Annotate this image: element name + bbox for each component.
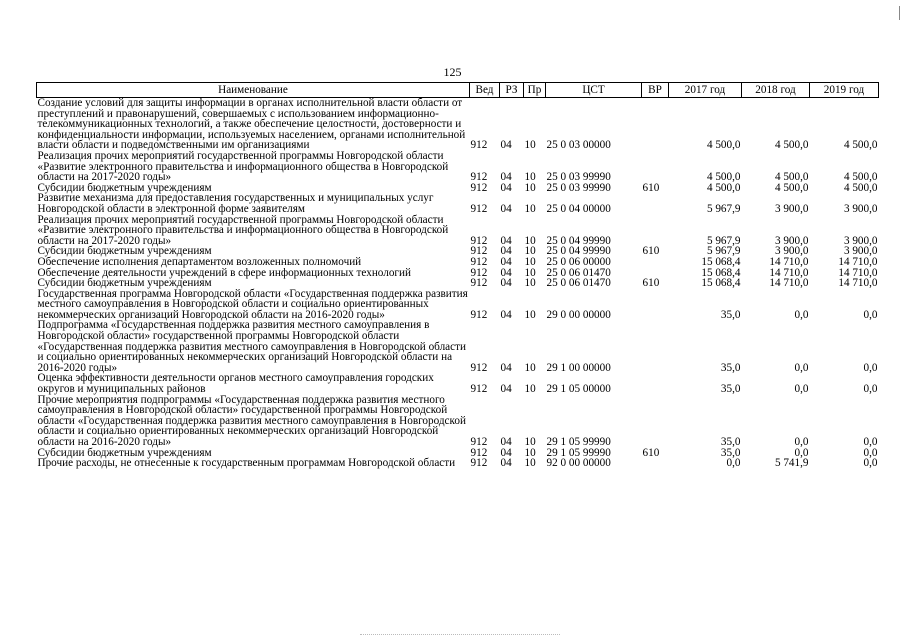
row-name: Государственная программа Новгородской области «Государственная поддержка развития местного самоуправления в Новгородской области и социально ориентированных некоммерческих организаций Новгородской области на 2016-2020 годы» xyxy=(37,287,468,321)
row-pr: 10 xyxy=(524,255,536,268)
row-2018: 14 710,0 xyxy=(769,277,809,290)
margin-line xyxy=(899,6,900,20)
row-ved: 912 xyxy=(470,234,488,247)
table-row xyxy=(37,193,879,214)
row-rz: 04 xyxy=(500,383,512,396)
row-ved: 912 xyxy=(470,181,488,194)
row-pr: 10 xyxy=(524,446,536,459)
row-ved: 912 xyxy=(470,308,488,321)
row-2018: 14 710,0 xyxy=(769,266,809,279)
row-2017: 35,0 xyxy=(720,361,741,374)
row-2018: 4 500,0 xyxy=(774,181,809,194)
row-pr: 10 xyxy=(524,308,536,321)
row-ved: 912 xyxy=(470,436,488,448)
row-2017: 35,0 xyxy=(720,383,741,396)
row-rz: 04 xyxy=(500,255,512,268)
row-2017: 5 967,9 xyxy=(706,245,741,258)
row-2018: 0,0 xyxy=(794,308,809,321)
header-rz: РЗ xyxy=(500,83,524,98)
row-name: Субсидии бюджетным учреждениям xyxy=(37,245,212,258)
row-cst: 29 1 05 99990 xyxy=(546,436,611,448)
row-name: Прочие расходы, не отнесенные к государственным программам Новгородской области xyxy=(37,457,456,470)
table-row xyxy=(37,395,879,448)
row-rz: 04 xyxy=(500,202,512,215)
row-2018: 3 900,0 xyxy=(774,234,809,247)
row-cst: 29 1 05 00000 xyxy=(546,383,611,396)
row-vr: 610 xyxy=(642,181,660,194)
header-2019: 2019 год xyxy=(810,83,879,98)
row-2018: 0,0 xyxy=(794,383,809,396)
table-row xyxy=(37,320,879,373)
row-name: Оценка эффективности деятельности органов местного самоуправления городских округов и муниципальных районов xyxy=(37,372,434,396)
row-ved: 912 xyxy=(470,245,488,258)
row-2019: 0,0 xyxy=(863,361,878,374)
row-rz: 04 xyxy=(500,446,512,459)
row-pr: 10 xyxy=(524,139,536,152)
row-ved: 912 xyxy=(470,361,488,374)
row-2018: 14 710,0 xyxy=(769,255,809,268)
header-vr: ВР xyxy=(642,83,669,98)
row-ved: 912 xyxy=(470,383,488,396)
row-cst: 29 1 05 99990 xyxy=(546,446,611,459)
row-pr: 10 xyxy=(524,457,536,470)
row-2019: 3 900,0 xyxy=(843,245,878,258)
row-rz: 04 xyxy=(500,308,512,321)
row-cst: 25 0 03 99990 xyxy=(546,181,611,194)
row-2019: 0,0 xyxy=(863,383,878,396)
row-2017: 4 500,0 xyxy=(706,171,741,184)
row-cst: 25 0 06 01470 xyxy=(546,266,611,279)
row-name: Обеспечение исполнения департаментом возложенных полномочий xyxy=(37,255,362,268)
row-rz: 04 xyxy=(500,361,512,374)
header-name: Наименование xyxy=(37,83,470,98)
row-ved: 912 xyxy=(470,202,488,215)
row-2018: 0,0 xyxy=(794,436,809,448)
row-2018: 0,0 xyxy=(794,446,809,459)
row-2019: 4 500,0 xyxy=(843,139,878,152)
row-vr xyxy=(642,458,669,469)
row-vr xyxy=(642,98,669,151)
row-name: Подпрограмма «Государственная поддержка развития местного самоуправления в Новгородской области» государственной программы Новгородской области «Государственная поддержка развития местного самоуправления в Новгородской области и социально ориентированных некоммерческих организаций Новгородской области на 2016-2020 годы» xyxy=(37,319,466,374)
row-vr: 610 xyxy=(642,446,660,459)
row-pr: 10 xyxy=(524,383,536,396)
row-2019: 3 900,0 xyxy=(843,234,878,247)
row-rz: 04 xyxy=(500,245,512,258)
row-pr: 10 xyxy=(524,266,536,279)
row-2017: 35,0 xyxy=(720,308,741,321)
row-name: Реализация прочих мероприятий государственной программы Новгородской области «Развитие электронного правительства и информационного общества в Новгородской области на 2017-2020 годы» xyxy=(37,213,449,247)
bottom-scan-marks xyxy=(360,634,560,639)
row-cst: 25 0 04 99990 xyxy=(546,234,611,247)
row-pr: 10 xyxy=(524,245,536,258)
row-2019: 14 710,0 xyxy=(838,255,878,268)
row-name: Развитие механизма для предоставления государственных и муниципальных услуг Новгородской области в электронной форме заявителям xyxy=(37,192,434,215)
row-2017: 5 967,9 xyxy=(706,202,741,215)
table-row xyxy=(37,289,879,321)
row-cst: 25 0 04 99990 xyxy=(546,245,611,258)
row-ved: 912 xyxy=(470,446,488,459)
row-name: Субсидии бюджетным учреждениям xyxy=(37,446,212,459)
row-2019: 14 710,0 xyxy=(838,277,878,290)
table-row xyxy=(37,458,879,469)
table-body xyxy=(37,98,879,469)
row-vr xyxy=(642,320,669,373)
header-2017: 2017 год xyxy=(669,83,742,98)
row-2017: 4 500,0 xyxy=(706,139,741,152)
row-pr: 10 xyxy=(524,361,536,374)
row-pr: 10 xyxy=(524,436,536,448)
row-2019: 0,0 xyxy=(863,446,878,459)
row-name: Прочие мероприятия подпрограммы «Государственная поддержка развития местного самоуправления в Новгородской области» государственной программы Новгородской области «Государственная поддержка развития местного самоуправления в Новгородской области и социально ориентированных некоммерческих организаций Новгородской области на 2016-2020 годы» xyxy=(37,393,466,448)
row-cst: 25 0 06 00000 xyxy=(546,255,611,268)
row-pr: 10 xyxy=(524,277,536,290)
row-ved: 912 xyxy=(470,255,488,268)
row-2018: 0,0 xyxy=(794,361,809,374)
table-row xyxy=(37,373,879,394)
row-rz: 04 xyxy=(500,277,512,290)
row-2019: 14 710,0 xyxy=(838,266,878,279)
row-ved: 912 xyxy=(470,277,488,290)
row-2017: 15 068,4 xyxy=(701,266,741,279)
row-2018: 4 500,0 xyxy=(774,139,809,152)
page-number: 125 xyxy=(443,65,462,79)
row-ved: 912 xyxy=(470,139,488,152)
row-2017: 35,0 xyxy=(720,436,741,448)
row-2018: 4 500,0 xyxy=(774,171,809,184)
row-rz: 04 xyxy=(500,171,512,184)
row-cst: 92 0 00 00000 xyxy=(546,457,611,470)
row-2018: 3 900,0 xyxy=(774,202,809,215)
row-vr xyxy=(642,289,669,321)
row-2017: 5 967,9 xyxy=(706,234,741,247)
row-vr xyxy=(642,151,669,183)
row-rz: 04 xyxy=(500,266,512,279)
header-2018: 2018 год xyxy=(742,83,810,98)
row-pr: 10 xyxy=(524,234,536,247)
table-row xyxy=(37,257,879,268)
row-cst: 25 0 03 00000 xyxy=(546,139,611,152)
row-pr: 10 xyxy=(524,202,536,215)
row-2018: 3 900,0 xyxy=(774,245,809,258)
row-vr: 610 xyxy=(642,277,660,290)
row-2019: 3 900,0 xyxy=(843,202,878,215)
row-vr xyxy=(642,215,669,247)
table-header xyxy=(37,83,879,98)
table-row xyxy=(37,98,879,151)
row-name: Субсидии бюджетным учреждениям xyxy=(37,277,212,290)
header-ved: Вед xyxy=(470,83,500,98)
row-pr: 10 xyxy=(524,181,536,194)
row-name: Реализация прочих мероприятий государственной программы Новгородской области «Развитие электронного правительства и информационного общества в Новгородской области на 2017-2020 годы» xyxy=(37,149,449,184)
header-cst: ЦСТ xyxy=(546,83,642,98)
row-vr xyxy=(642,193,669,214)
row-rz: 04 xyxy=(500,457,512,470)
row-cst: 25 0 06 01470 xyxy=(546,277,611,290)
row-cst: 25 0 04 00000 xyxy=(546,202,611,215)
row-vr xyxy=(642,373,669,394)
row-2019: 4 500,0 xyxy=(843,171,878,184)
row-2018: 5 741,9 xyxy=(774,457,809,470)
row-name: Обеспечение деятельности учреждений в сфере информационных технологий xyxy=(37,266,411,279)
row-cst: 29 1 00 00000 xyxy=(546,361,611,374)
row-name: Создание условий для защиты информации в органах исполнительной власти области от преступлений и правонарушений, совершаемых с использованием информационно-телекоммуникационных технологий, а также обеспечение целостности, достоверности и конфиденциальности информации, используемых населением, органами исполнительной власти области и подведомственными им организациями xyxy=(37,97,466,152)
row-vr: 610 xyxy=(642,245,660,258)
row-2017: 4 500,0 xyxy=(706,181,741,194)
header-pr: Пр xyxy=(524,83,546,98)
header-row xyxy=(37,83,879,98)
budget-table xyxy=(36,82,879,469)
row-ved: 912 xyxy=(470,171,488,184)
row-pr: 10 xyxy=(524,171,536,184)
row-2017: 15 068,4 xyxy=(701,277,741,290)
row-2019: 4 500,0 xyxy=(843,181,878,194)
row-name: Субсидии бюджетным учреждениям xyxy=(37,181,212,194)
row-vr xyxy=(642,395,669,448)
row-vr xyxy=(642,257,669,268)
row-2019: 0,0 xyxy=(863,436,878,448)
row-2017: 15 068,4 xyxy=(701,255,741,268)
row-rz: 04 xyxy=(500,234,512,247)
row-2017: 35,0 xyxy=(720,446,741,459)
row-cst: 25 0 03 99990 xyxy=(546,171,611,184)
row-2019: 0,0 xyxy=(863,457,878,470)
row-ved: 912 xyxy=(470,457,488,470)
row-cst: 29 0 00 00000 xyxy=(546,308,611,321)
row-2019: 0,0 xyxy=(863,308,878,321)
table-row xyxy=(37,215,879,247)
row-ved: 912 xyxy=(470,266,488,279)
row-rz: 04 xyxy=(500,436,512,448)
table-row xyxy=(37,151,879,183)
row-rz: 04 xyxy=(500,139,512,152)
row-2017: 0,0 xyxy=(726,457,741,470)
row-rz: 04 xyxy=(500,181,512,194)
